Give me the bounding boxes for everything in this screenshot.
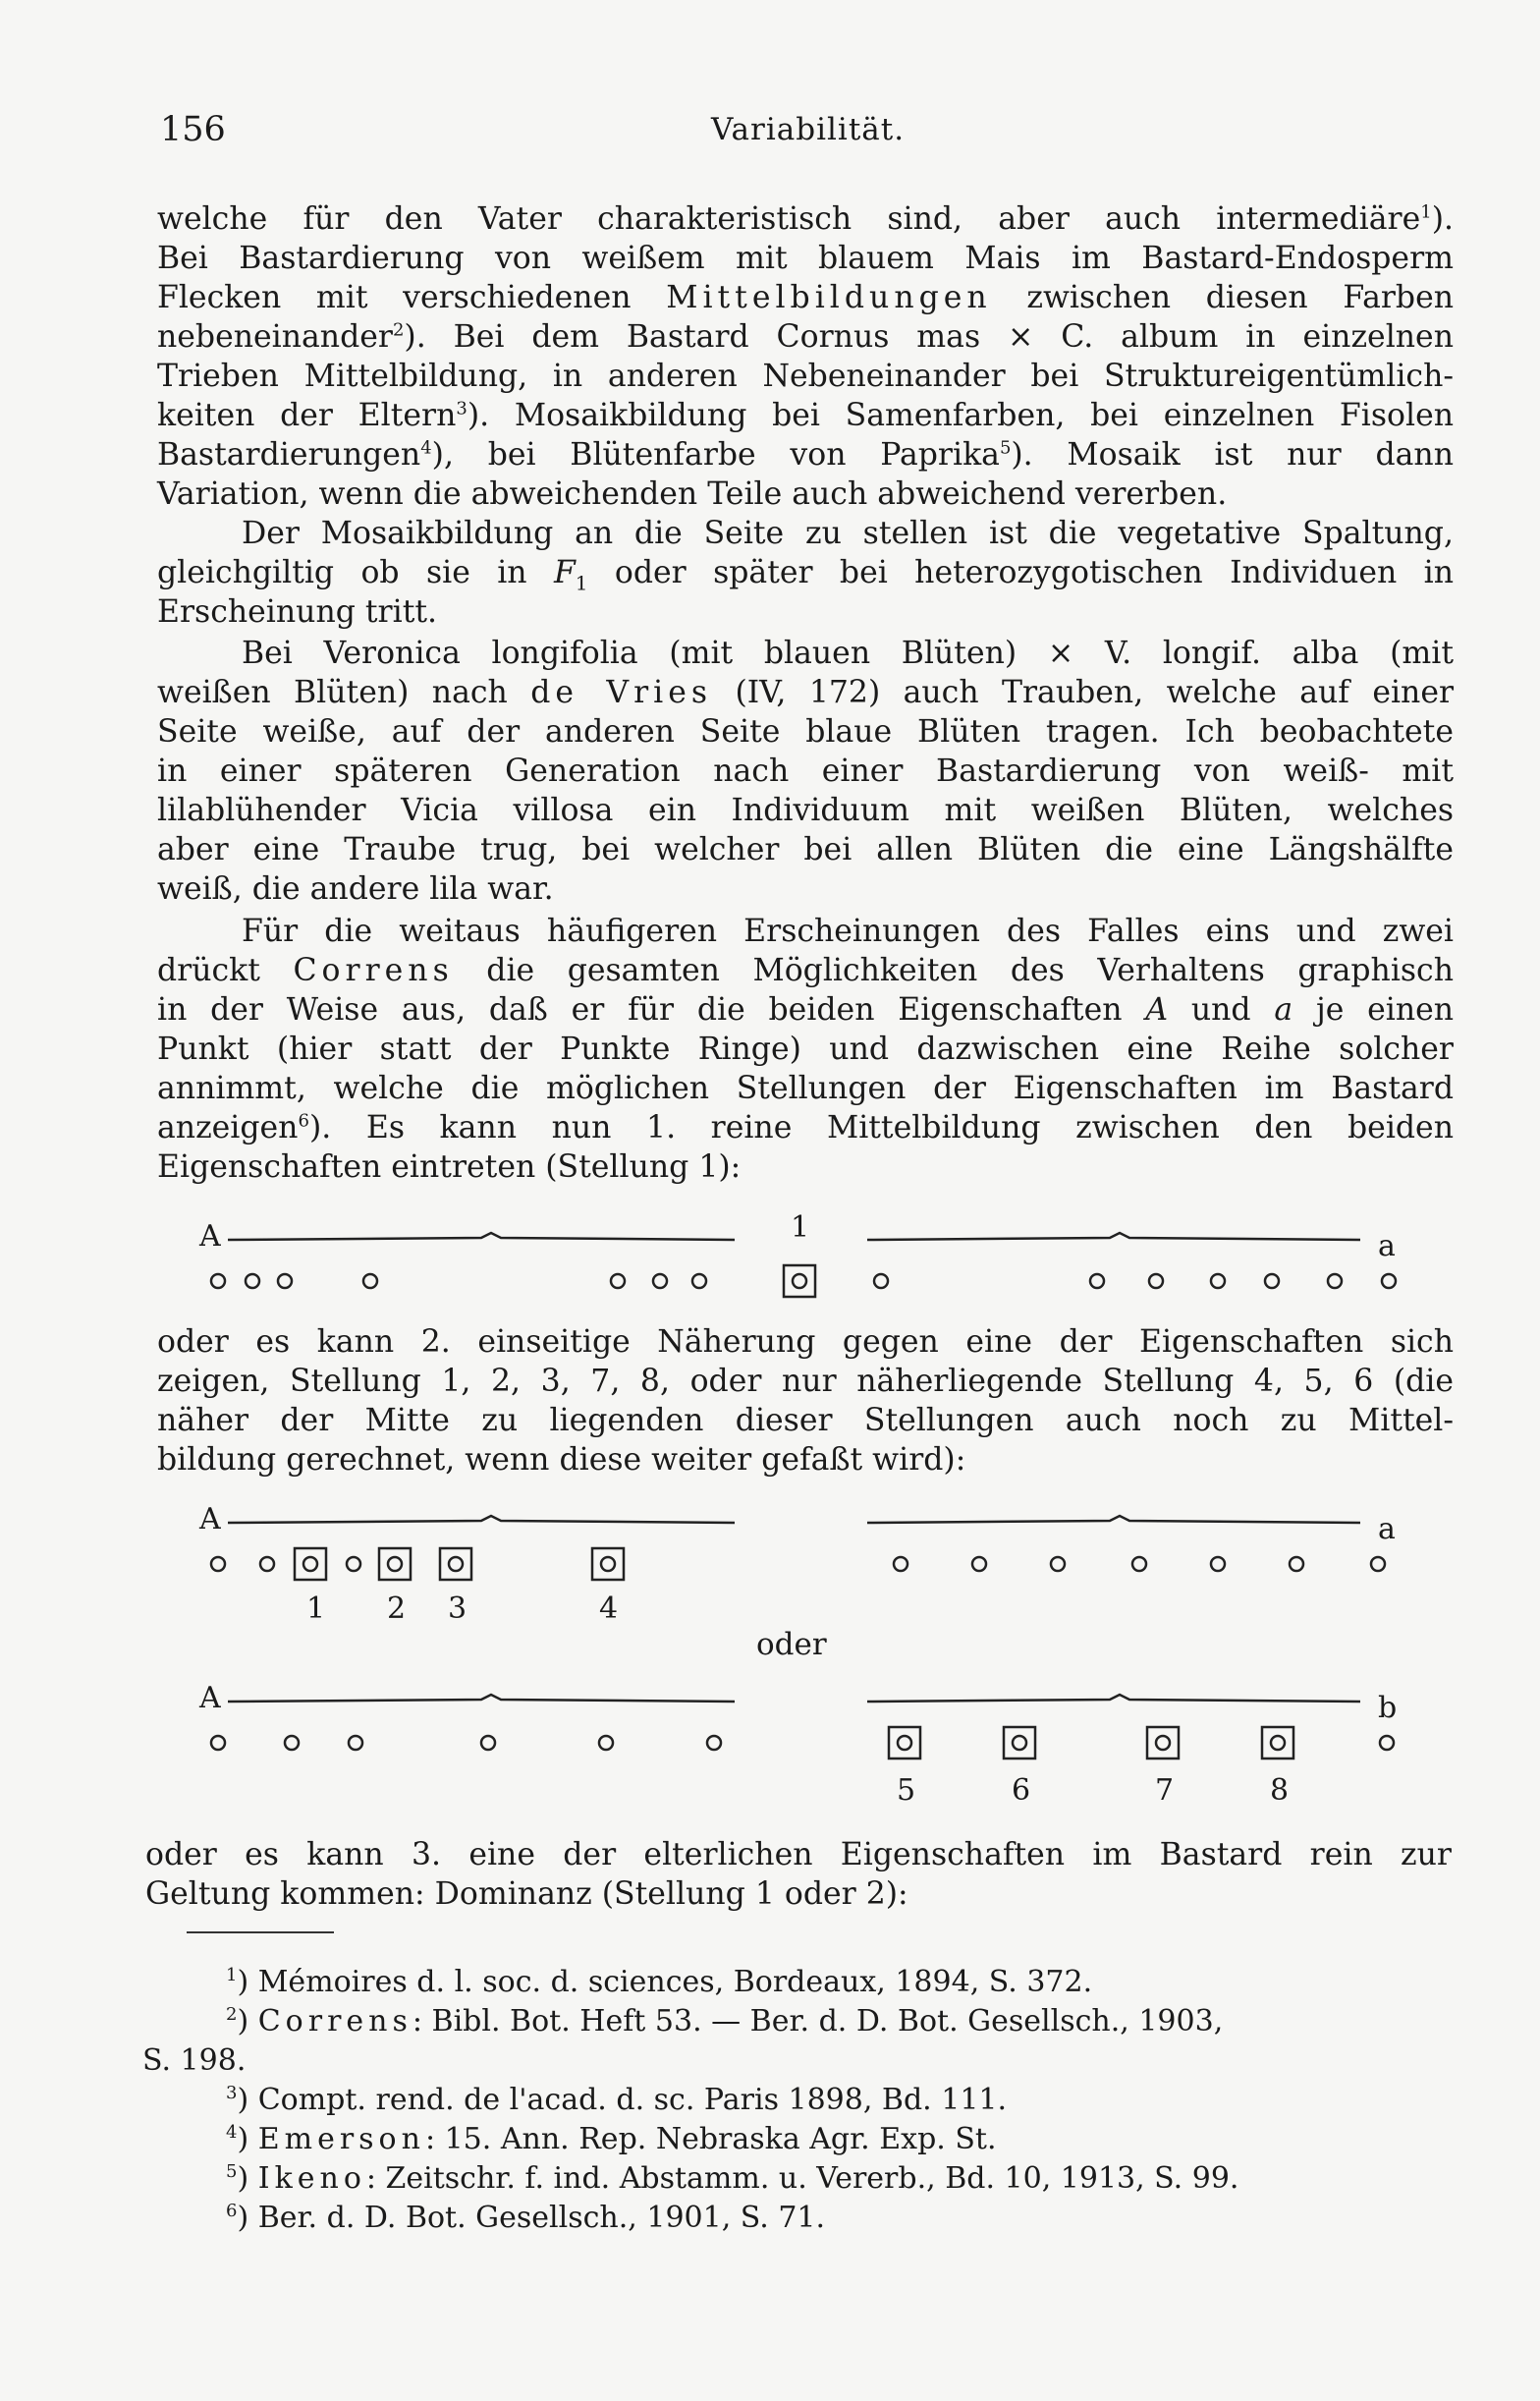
footnote-2-continued: S. 198. [142, 2043, 247, 2078]
ring [599, 1736, 613, 1750]
scale-bar-left [228, 1233, 735, 1240]
text-line: welche für den Vater charakteristisch sind, aber auch intermediäre$^1$). [157, 201, 1454, 237]
ring [303, 1557, 317, 1571]
text-line: in der Weise aus, daß er für die beiden Eigenschaften A und a je einen [157, 992, 1455, 1028]
boxed-ring [784, 1265, 815, 1297]
footnotes [142, 1963, 1449, 2238]
diagram-label-b: b [1378, 1691, 1398, 1725]
stellung-number: 1 [306, 1591, 326, 1626]
diagram-label-a: a [1378, 1512, 1396, 1546]
ring [1013, 1736, 1026, 1750]
ring [363, 1274, 377, 1288]
ring [1051, 1557, 1065, 1571]
text-line: aber eine Traube trug, bei welcher bei allen Blüten die eine Längshälfte [157, 832, 1454, 867]
text-line: Bei Veronica longifolia (mit blauen Blüten) × V. longif. alba (mit [242, 636, 1454, 671]
ring [481, 1736, 495, 1750]
ring [898, 1736, 911, 1750]
text-line: annimmt, welche die möglichen Stellungen der Eigenschaften im Bastard [157, 1071, 1454, 1106]
stellung-number: 4 [599, 1591, 619, 1626]
ring [972, 1557, 986, 1571]
ring [260, 1557, 274, 1571]
ring [1382, 1274, 1396, 1288]
diagram-label-A: A [199, 1681, 221, 1715]
ring [211, 1736, 225, 1750]
paragraph-1 [157, 199, 1454, 514]
footnote-4: $^4$) Emerson: 15. Ann. Rep. Nebraska Agr. Exp. St. [226, 2122, 997, 2156]
scale-bar-right [867, 1233, 1360, 1240]
page-number: 156 [160, 110, 226, 149]
stellung-number: 6 [1012, 1773, 1031, 1808]
boxed-ring [889, 1727, 920, 1759]
paragraph-4 [157, 912, 1454, 1187]
text-line: zeigen, Stellung 1, 2, 3, 7, 8, oder nur näherliegende Stellung 4, 5, 6 (die [157, 1364, 1454, 1399]
text-line: gleichgiltig ob sie in $F_1$ oder später bei heterozygotischen Individuen in [157, 555, 1455, 595]
ring [347, 1557, 360, 1571]
text-line: Punkt (hier statt der Punkte Ringe) und dazwischen eine Reihe solcher [157, 1032, 1454, 1067]
text-line: bildung gerechnet, wenn diese weiter gefaßt wird): [157, 1442, 966, 1478]
text-line: weiß, die andere lila war. [157, 871, 554, 907]
text-line: Seite weiße, auf der anderen Seite blaue Blüten tragen. Ich beobachtete [157, 714, 1454, 750]
ring [1090, 1274, 1104, 1288]
text-line: Flecken mit verschiedenen Mittelbildungen zwischen diesen Farben [157, 280, 1454, 315]
diagram-label-number: 1 [791, 1210, 810, 1245]
ring [1211, 1274, 1225, 1288]
oder-label: oder [756, 1627, 827, 1662]
boxed-ring [592, 1548, 624, 1580]
boxed-ring [1262, 1727, 1293, 1759]
stellung-number: 5 [897, 1773, 916, 1808]
text-line: näher der Mitte zu liegenden dieser Stellungen auch noch zu Mittel- [157, 1403, 1454, 1438]
text-line: Bastardierungen$^4$), bei Blütenfarbe von Paprika$^5$). Mosaik ist nur dann [157, 437, 1454, 473]
text-line: oder es kann 3. eine der elterlichen Eigenschaften im Bastard rein zur [145, 1837, 1452, 1872]
boxed-ring [440, 1548, 471, 1580]
ring [601, 1557, 615, 1571]
stellung-number: 8 [1270, 1773, 1290, 1808]
running-head: Variabilität. [711, 112, 906, 147]
paragraph-6 [145, 1835, 1452, 1914]
stellung-number: 3 [448, 1591, 468, 1626]
scale-bar-right [867, 1695, 1360, 1702]
ring [653, 1274, 667, 1288]
text-line: nebeneinander$^2$). Bei dem Bastard Cornus mas × C. album in einzelnen [157, 319, 1454, 355]
ring [793, 1274, 806, 1288]
scale-bar-left [228, 1695, 735, 1702]
paragraph-3 [157, 634, 1454, 909]
boxed-ring [295, 1548, 326, 1580]
text-line: Trieben Mittelbildung, in anderen Nebeneinander bei Struktureigentümlich- [157, 359, 1454, 394]
scale-bar-right [867, 1516, 1360, 1523]
ring [211, 1557, 225, 1571]
ring [388, 1557, 402, 1571]
boxed-ring [379, 1548, 411, 1580]
ring [278, 1274, 292, 1288]
ring [874, 1274, 888, 1288]
text-line: Erscheinung tritt. [157, 594, 438, 630]
ring [285, 1736, 299, 1750]
footnote-2: $^2$) Correns: Bibl. Bot. Heft 53. — Ber. d. D. Bot. Gesellsch., 1903, [226, 2004, 1224, 2038]
ring [1271, 1736, 1285, 1750]
paragraph-2 [157, 514, 1454, 632]
footnote-5: $^5$) Ikeno: Zeitschr. f. ind. Abstamm. u. Vererb., Bd. 10, 1913, S. 99. [226, 2161, 1239, 2196]
text-line: drückt Correns die gesamten Möglichkeiten des Verhaltens graphisch [157, 953, 1454, 988]
footnote-rule [187, 1931, 334, 1933]
text-line: Geltung kommen: Dominanz (Stellung 1 oder 2): [145, 1876, 908, 1912]
ring [1371, 1557, 1385, 1571]
paragraph-5 [157, 1322, 1454, 1480]
diagram-label-A: A [199, 1502, 221, 1536]
ring [349, 1736, 362, 1750]
text-line: lilablühender Vicia villosa ein Individuum mit weißen Blüten, welches [157, 793, 1454, 828]
text-line: keiten der Eltern$^3$). Mosaikbildung bei Samenfarben, bei einzelnen Fisolen [157, 398, 1454, 433]
diagram-label-A: A [199, 1219, 221, 1254]
ring [1328, 1274, 1342, 1288]
ring [894, 1557, 908, 1571]
ring [1290, 1557, 1303, 1571]
ring [1149, 1274, 1163, 1288]
boxed-ring [1004, 1727, 1035, 1759]
stellung-number: 7 [1155, 1773, 1175, 1808]
ring [449, 1557, 463, 1571]
stellung-number: 2 [387, 1591, 407, 1626]
boxed-ring [1147, 1727, 1179, 1759]
ring [1132, 1557, 1146, 1571]
ring [707, 1736, 721, 1750]
scale-bar-left [228, 1516, 735, 1523]
text-line: weißen Blüten) nach de Vries (IV, 172) auch Trauben, welche auf einer [157, 675, 1455, 710]
text-line: Variation, wenn die abweichenden Teile auch abweichend vererben. [157, 476, 1228, 512]
diagram-label-a: a [1378, 1229, 1396, 1263]
ring [1265, 1274, 1279, 1288]
footnote-1: $^1$) Mémoires d. l. soc. d. sciences, Bordeaux, 1894, S. 372. [226, 1965, 1093, 1999]
text-line: Der Mosaikbildung an die Seite zu stellen ist die vegetative Spaltung, [242, 516, 1454, 551]
text-line: Bei Bastardierung von weißem mit blauem Mais im Bastard-Endosperm [157, 241, 1454, 276]
text-line: Für die weitaus häufigeren Erscheinungen des Falles eins und zwei [242, 914, 1454, 949]
ring [211, 1274, 225, 1288]
ring [246, 1274, 259, 1288]
ring [611, 1274, 625, 1288]
text-line: anzeigen$^6$). Es kann nun 1. reine Mittelbildung zwischen den beiden [157, 1110, 1454, 1145]
ring [1380, 1736, 1394, 1750]
ring [692, 1274, 706, 1288]
footnote-6: $^6$) Ber. d. D. Bot. Gesellsch., 1901, S. 71. [226, 2201, 826, 2235]
ring [1211, 1557, 1225, 1571]
text-line: in einer späteren Generation nach einer Bastardierung von weiß- mit [157, 754, 1454, 789]
ring [1156, 1736, 1170, 1750]
footnote-3: $^3$) Compt. rend. de l'acad. d. sc. Paris 1898, Bd. 111. [226, 2083, 1008, 2117]
text-line: Eigenschaften eintreten (Stellung 1): [157, 1149, 742, 1185]
text-line: oder es kann 2. einseitige Näherung gegen eine der Eigenschaften sich [157, 1324, 1454, 1360]
